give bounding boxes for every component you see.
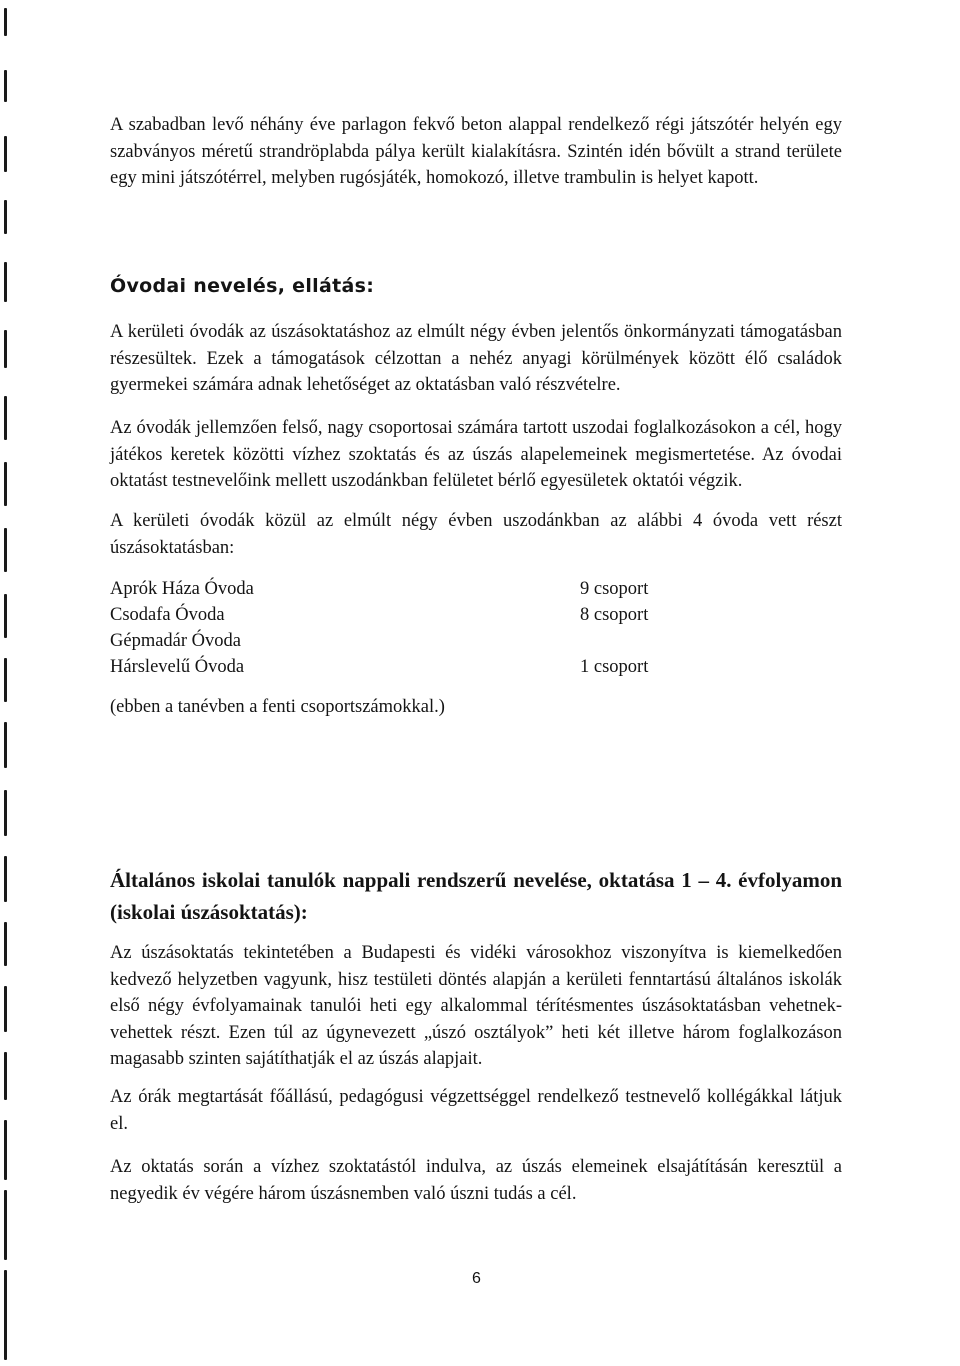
kindergarten-name: Hárslevelű Óvoda	[110, 657, 245, 677]
school-heading: Általános iskolai tanulók nappali rendszerű nevelése, oktatása 1 – 4. évfolyamon (iskolai úszásoktatás):	[110, 868, 842, 924]
kindergarten-list-intro: A kerületi óvodák közül az elmúlt négy évben uszodánkban az alábbi 4 óvoda vett részt úszásoktatásban:	[110, 511, 842, 558]
kindergarten-list	[110, 576, 670, 680]
list-item	[110, 654, 670, 680]
kindergarten-support-paragraph: A kerületi óvodák az úszásoktatáshoz az elmúlt négy évben jelentős önkormányzati támogatásban részesültek. Ezek a támogatások célzottan a nehéz anyagi körülmények között élő családok gyermekei számára adnak lehetőséget az oktatásban való részvételre.	[110, 322, 842, 395]
group-count: 8 csoport	[580, 605, 649, 625]
scan-margin-marks	[0, 0, 14, 1366]
kindergarten-name: Gépmadár Óvoda	[110, 631, 241, 651]
kindergarten-goals-paragraph: Az óvodák jellemzően felső, nagy csoportosai számára tartott uszodai foglalkozásokon a cél, hogy játékos keretek közötti vízhez szoktatás és az úszás alapelemeinek megismertetése. Az óvodai oktatást testnevelőink mellett uszodánkban felületet bérlő egyesületek oktatói végzik.	[110, 418, 842, 491]
group-count: 1 csoport	[580, 657, 649, 677]
kindergarten-heading: Óvodai nevelés, ellátás:	[110, 275, 375, 297]
list-item	[110, 602, 670, 628]
intro-paragraph: A szabadban levő néhány éve parlagon fekvő beton alappal rendelkező régi játszótér helyén egy szabványos méretű strandröplabda pálya került kialakításra. Szintén idén bővült a strand területe egy mini játszótérrel, melyben rugósjáték, homokozó, illetve trambulin is helyet kapott.	[110, 115, 842, 188]
group-count: 9 csoport	[580, 579, 649, 599]
goal-paragraph: Az oktatás során a vízhez szoktatástól indulva, az úszás elemeinek elsajátításán keresztül a negyedik év végére három úszásnemben való úszni tudás a cél.	[110, 1157, 842, 1204]
list-item	[110, 628, 670, 654]
kindergarten-name: Csodafa Óvoda	[110, 605, 225, 625]
list-item	[110, 576, 670, 602]
page-number: 6	[472, 1270, 481, 1287]
list-note: (ebben a tanévben a fenti csoportszámokkal.)	[110, 697, 445, 717]
kindergarten-name: Aprók Háza Óvoda	[110, 579, 254, 599]
school-swimming-paragraph: Az úszásoktatás tekintetében a Budapesti és vidéki városokhoz viszonyítva is kiemelkedően kedvező helyzetben vagyunk, hisz testületi döntés alapján a kerületi fenntartású általános iskolák első négy évfolyamainak tanulói heti egy alkalommal térítésmentes úszásoktatásban vehetnek-vehettek részt. Ezen túl az úgynevezett „úszó osztályok” heti két illetve három foglalkozáson magasabb szinten sajátíthatják el az úszás alapjait.	[110, 943, 842, 1069]
teachers-paragraph: Az órák megtartását főállású, pedagógusi végzettséggel rendelkező testnevelő kollégákkal látjuk el.	[110, 1087, 842, 1134]
